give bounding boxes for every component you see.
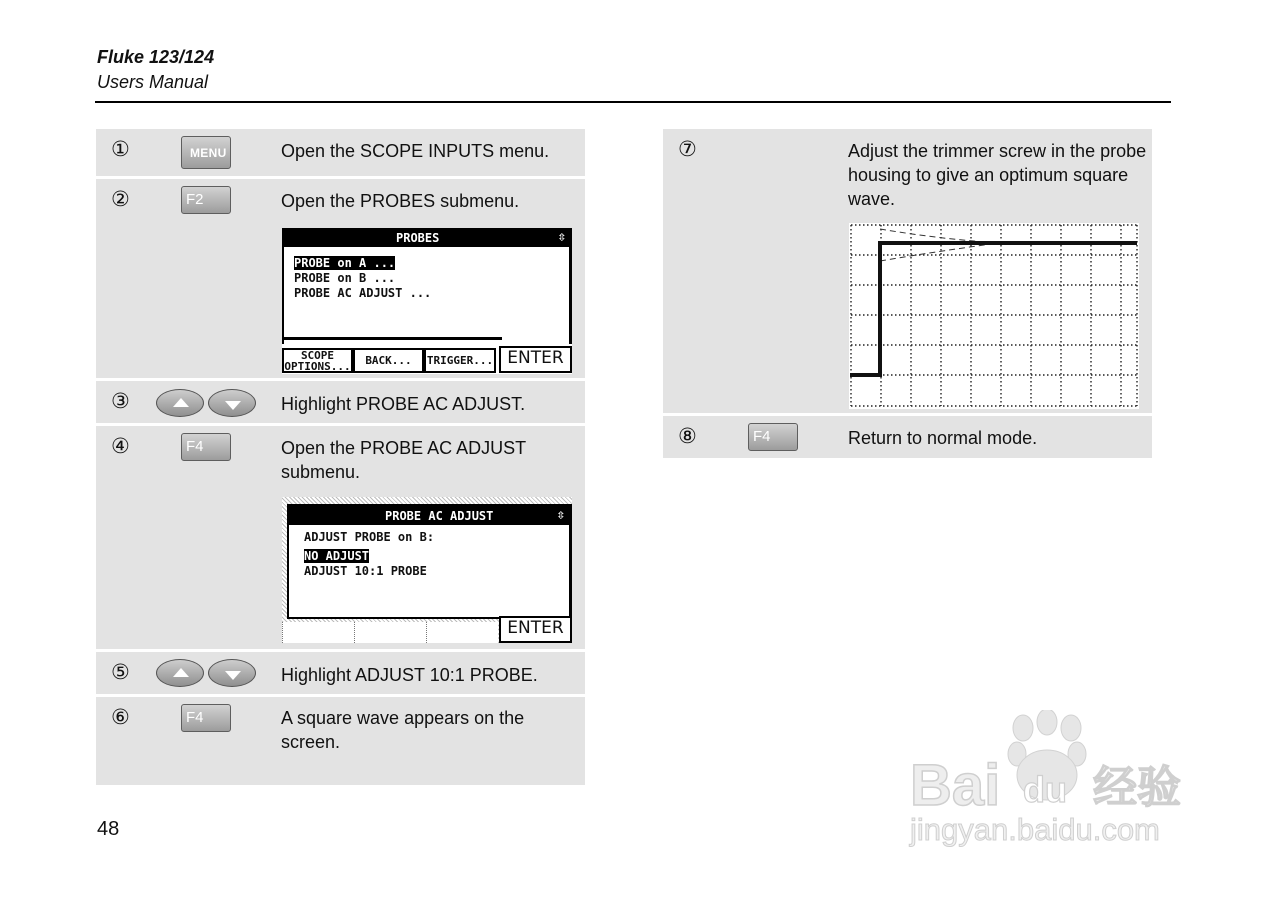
menu-item[interactable]: NO ADJUST	[304, 549, 370, 563]
square-wave-display	[849, 223, 1139, 409]
step-row-8	[663, 416, 1152, 458]
menu-item[interactable]: PROBE AC ADJUST ...	[294, 286, 432, 300]
menu-key-icon: MENU	[181, 136, 231, 169]
menu-item[interactable]: ADJUST 10:1 PROBE	[304, 564, 427, 578]
step-number: ④	[111, 434, 130, 458]
step-description: Adjust the trimmer screw in the probe housing to give an optimum square wave.	[848, 141, 1147, 209]
step-row-7	[663, 129, 1152, 413]
screen-title-bar	[289, 506, 570, 525]
screen-title-bar	[282, 228, 572, 247]
down-arrow-icon	[208, 659, 256, 687]
softkey-enter[interactable]: ENTER	[499, 346, 572, 373]
up-arrow-icon	[156, 389, 204, 417]
step-number: ③	[111, 389, 130, 413]
page-number: 48	[97, 818, 120, 840]
screen-heading: ADJUST PROBE on B:	[304, 530, 435, 544]
screen-title: PROBES	[396, 231, 440, 245]
down-arrow-icon	[208, 389, 256, 417]
step-description: Open the PROBE AC ADJUST submenu.	[281, 438, 526, 482]
updown-icon: ⇳	[556, 507, 565, 523]
step-description: Highlight PROBE AC ADJUST.	[281, 394, 526, 414]
step-row-5	[96, 652, 585, 694]
svg-text:经验: 经验	[1093, 762, 1181, 813]
updown-icon: ⇳	[557, 229, 566, 245]
step-description: Open the SCOPE INPUTS menu.	[281, 141, 550, 161]
probe-ac-adjust-screen	[282, 497, 572, 643]
f4-key-icon: F4	[748, 423, 798, 451]
svg-text:Bai: Bai	[910, 753, 1001, 818]
f4-key-icon: F4	[181, 704, 231, 732]
softkey-enter[interactable]: ENTER	[499, 616, 572, 643]
manual-subtitle: Users Manual	[97, 72, 209, 92]
menu-item[interactable]: PROBE on B ...	[294, 271, 396, 285]
f2-key-icon: F2	[181, 186, 231, 214]
step-description: Return to normal mode.	[848, 428, 1038, 448]
manual-title: Fluke 123/124	[97, 47, 215, 67]
step-number: ⑤	[111, 660, 130, 684]
softkey-trigger[interactable]: TRIGGER...	[424, 348, 496, 373]
step-row-4	[96, 426, 585, 649]
step-number: ⑦	[678, 137, 697, 161]
step-row-1	[96, 129, 585, 176]
step-row-3	[96, 381, 585, 423]
svg-text:du: du	[1023, 769, 1067, 810]
softkey-scope-options[interactable]: SCOPE OPTIONS...	[282, 348, 353, 373]
step-description: A square wave appears on the screen.	[281, 708, 525, 752]
step-description: Highlight ADJUST 10:1 PROBE.	[281, 665, 538, 685]
svg-text:jingyan.baidu.com: jingyan.baidu.com	[910, 812, 1160, 847]
step-number: ⑧	[678, 424, 697, 448]
header-rule	[95, 101, 1171, 103]
menu-item[interactable]: PROBE on A ...	[294, 256, 396, 270]
baidu-watermark-logo	[905, 710, 1205, 860]
probes-menu-screen	[282, 228, 572, 374]
step-row-2	[96, 179, 585, 378]
up-arrow-icon	[156, 659, 204, 687]
step-row-6	[96, 697, 585, 785]
step-number: ⑥	[111, 705, 130, 729]
screen-title: PROBE AC ADJUST	[385, 509, 494, 523]
step-number: ②	[111, 187, 130, 211]
step-number: ①	[111, 137, 130, 161]
f4-key-icon: F4	[181, 433, 231, 461]
step-description: Open the PROBES submenu.	[281, 191, 520, 211]
softkey-back[interactable]: BACK...	[353, 348, 424, 373]
